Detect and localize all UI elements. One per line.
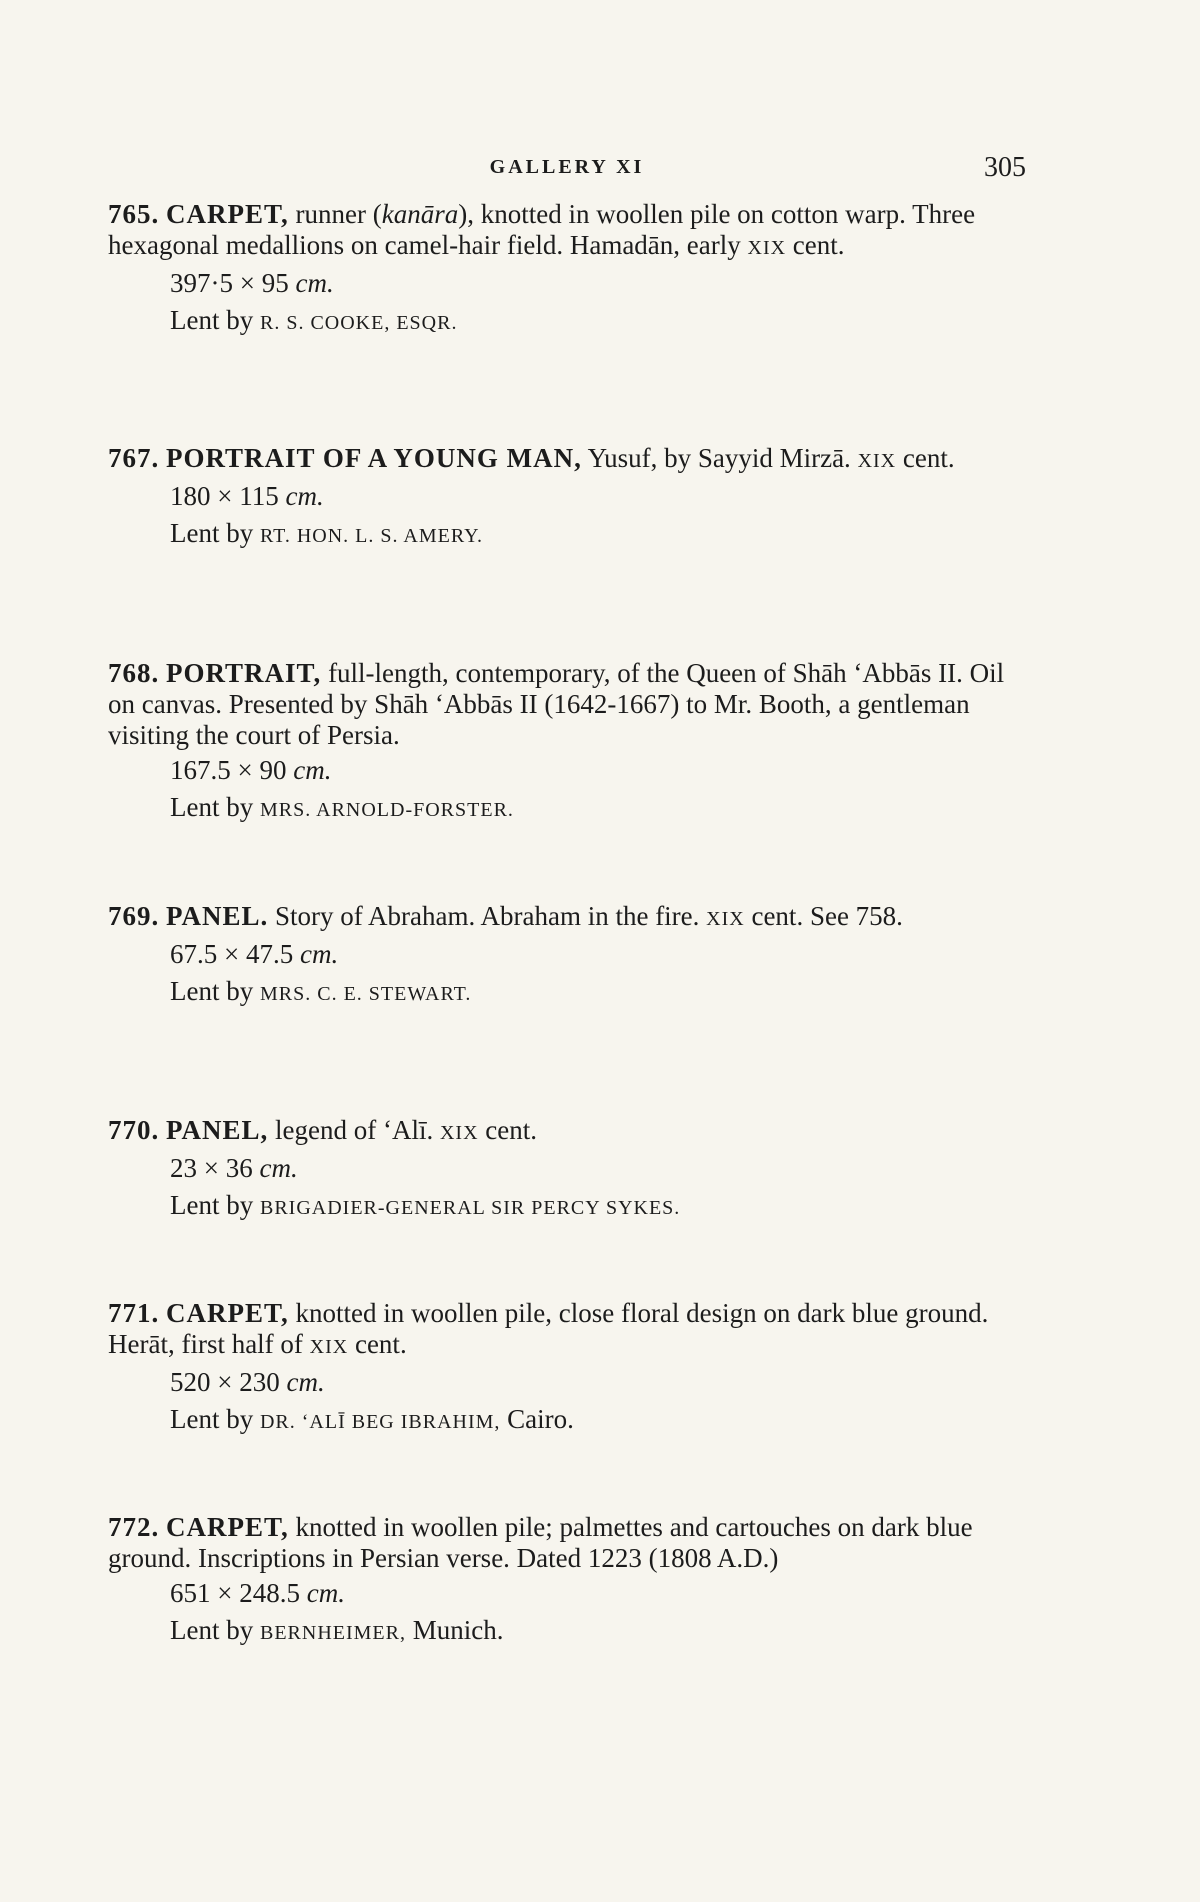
entry-description	[108, 901, 1026, 935]
lender-name: MRS. C. E. STEWART.	[259, 983, 472, 1005]
dimensions-unit: cm.	[286, 755, 332, 785]
entry-description	[108, 1298, 1026, 1363]
entry-heading: PORTRAIT,	[166, 658, 322, 688]
entry-text: Yusuf, by Sayyid Mirzā.	[581, 443, 858, 473]
entry-lender	[170, 518, 1026, 552]
running-head	[108, 152, 1026, 192]
dimensions-unit: cm.	[288, 268, 334, 298]
entry-lender	[170, 792, 1026, 826]
entry-number: 771.	[108, 1298, 160, 1328]
catalogue-entry-765	[108, 199, 1026, 339]
entry-description	[108, 658, 1026, 751]
lent-by-label: Lent by	[170, 976, 260, 1006]
dimensions-unit: cm.	[278, 481, 324, 511]
entry-lender	[170, 976, 1026, 1010]
dimensions-value: 397·5 × 95	[170, 268, 289, 298]
entry-text: legend of ‘Alī.	[268, 1115, 440, 1145]
dimensions-value: 180 × 115	[170, 481, 279, 511]
entry-text: knotted in woollen pile; palmettes and cartouches on dark blue ground. Inscriptions in Persian verse. Dated 1223 (1808 A.D.)	[108, 1512, 973, 1573]
entry-number: 772.	[108, 1512, 160, 1542]
dimensions-unit: cm.	[299, 1578, 345, 1608]
dimensions-unit: cm.	[293, 939, 339, 969]
entry-number: 765.	[108, 199, 160, 229]
dimensions-value: 167.5 × 90	[170, 755, 287, 785]
entry-dimensions	[170, 268, 1026, 299]
dimensions-value: 23 × 36	[170, 1153, 253, 1183]
catalogue-entry-767	[108, 443, 1026, 552]
century-numeral: XIX	[309, 1336, 349, 1358]
entry-text: cent.	[478, 1115, 537, 1145]
dimensions-unit: cm.	[252, 1153, 298, 1183]
gallery-title: GALLERY XI	[489, 156, 645, 178]
entry-dimensions	[170, 1578, 1026, 1609]
lender-name: BERNHEIMER,	[259, 1622, 406, 1644]
entry-description	[108, 199, 1026, 264]
entry-number: 769.	[108, 901, 160, 931]
century-numeral: XIX	[747, 237, 787, 259]
entry-dimensions	[170, 1367, 1026, 1398]
dimensions-value: 67.5 × 47.5	[170, 939, 294, 969]
lent-by-label: Lent by	[170, 305, 260, 335]
entry-dimensions	[170, 481, 1026, 512]
entry-description	[108, 443, 1026, 477]
entry-dimensions	[170, 755, 1026, 786]
dimensions-unit: cm.	[279, 1367, 325, 1397]
entry-text: ), knotted in woollen pile on cotton warp. Three hexagonal medallions on camel-hair field. Hamadān, early	[108, 199, 976, 260]
entry-description	[108, 1512, 1026, 1574]
lender-place: Cairo.	[500, 1404, 574, 1434]
entry-text: cent.	[786, 230, 845, 260]
entry-text: cent.	[896, 443, 955, 473]
entry-description	[108, 1115, 1026, 1149]
entry-dimensions	[170, 1153, 1026, 1184]
dimensions-value: 651 × 248.5	[170, 1578, 300, 1608]
entry-italic-term: kanāra	[381, 199, 459, 229]
entry-lender	[170, 1404, 1026, 1438]
entry-text: full-length, contemporary, of the Queen of Shāh ‘Abbās II. Oil on canvas. Presented by Shāh ‘Abbās II (1642-1667) to Mr. Booth, a gentleman visiting the court of Persia.	[108, 658, 1005, 750]
lender-name: R. S. COOKE, ESQR.	[259, 312, 458, 334]
catalogue-entry-771	[108, 1298, 1026, 1438]
century-numeral: XIX	[439, 1122, 479, 1144]
lent-by-label: Lent by	[170, 1190, 260, 1220]
lent-by-label: Lent by	[170, 518, 260, 548]
entry-heading: CARPET,	[166, 1512, 289, 1542]
entry-dimensions	[170, 939, 1026, 970]
dimensions-value: 520 × 230	[170, 1367, 280, 1397]
catalogue-entry-768	[108, 658, 1026, 826]
entry-text: cent.	[348, 1329, 407, 1359]
entry-text: knotted in woollen pile, close floral design on dark blue ground. Herāt, first half of	[108, 1298, 989, 1359]
lent-by-label: Lent by	[170, 792, 260, 822]
entry-lender	[170, 305, 1026, 339]
entry-lender	[170, 1615, 1026, 1649]
lent-by-label: Lent by	[170, 1404, 260, 1434]
entry-number: 768.	[108, 658, 160, 688]
entry-heading: CARPET,	[166, 199, 289, 229]
entry-number: 767.	[108, 443, 160, 473]
entry-heading: CARPET,	[166, 1298, 289, 1328]
entry-text: cent. See 758.	[744, 901, 903, 931]
catalogue-entry-769	[108, 901, 1026, 1010]
entry-lender	[170, 1190, 1026, 1224]
entry-heading: PANEL,	[166, 1115, 269, 1145]
page-number: 305	[984, 152, 1026, 183]
century-numeral: XIX	[857, 450, 897, 472]
lender-name: MRS. ARNOLD-FORSTER.	[259, 799, 514, 821]
century-numeral: XIX	[706, 908, 745, 930]
entry-heading: PANEL.	[166, 901, 269, 931]
lender-name: RT. HON. L. S. AMERY.	[259, 525, 483, 547]
entry-text: runner (	[288, 199, 382, 229]
lent-by-label: Lent by	[170, 1615, 260, 1645]
catalogue-entry-772	[108, 1512, 1026, 1649]
lender-place: Munich.	[405, 1615, 504, 1645]
entry-text: Story of Abraham. Abraham in the fire.	[268, 901, 707, 931]
lender-name: BRIGADIER-GENERAL SIR PERCY SYKES.	[259, 1197, 681, 1219]
catalogue-entry-770	[108, 1115, 1026, 1224]
entry-heading: PORTRAIT OF A YOUNG MAN,	[166, 443, 582, 473]
lender-name: DR. ‘ALĪ BEG IBRAHIM,	[259, 1411, 501, 1433]
entry-number: 770.	[108, 1115, 160, 1145]
